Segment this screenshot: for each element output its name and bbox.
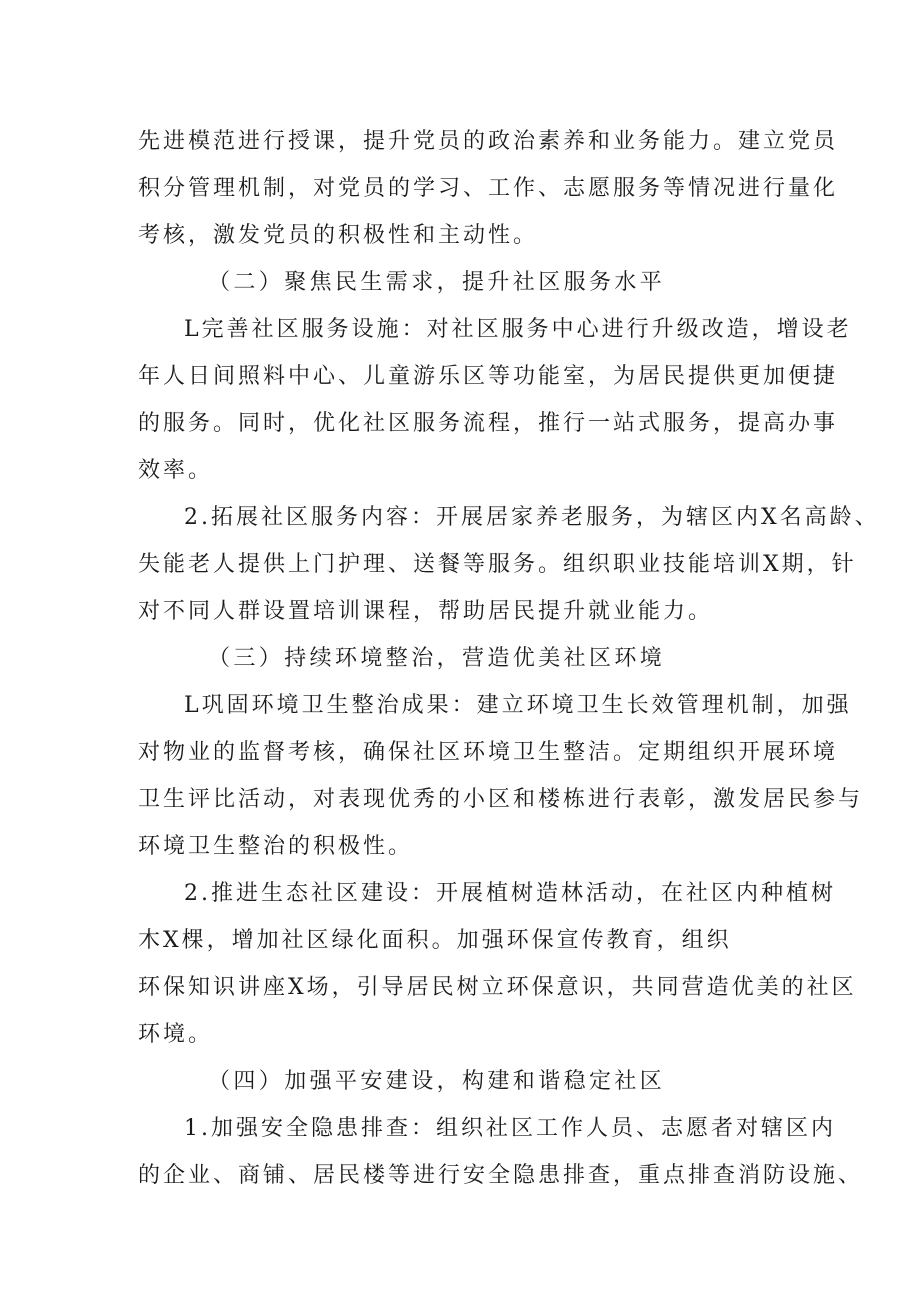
paragraph-first-line: L完善社区服务设施：对社区服务中心进行升级改造，增设老 [184,317,852,342]
body-text-line: 环境。 [138,1022,214,1047]
section-heading-4: （四）加强平安建设，构建和谐稳定社区 [208,1069,666,1094]
paragraph-first-line: L巩固环境卫生整治成果：建立环境卫生长效管理机制，加强 [184,693,852,718]
body-text-line: 对不同人群设置培训课程，帮助居民提升就业能力。 [138,599,714,624]
paragraph-first-line: 1.加强安全隐患排查：组织社区工作人员、志愿者对辖区内 [184,1116,836,1141]
body-text-line: 卫生评比活动，对表现优秀的小区和楼栋进行表彰，激发居民参与 [138,787,864,812]
body-text-line: 先进模范进行授课，提升党员的政治素养和业务能力。建立党员 [138,129,839,154]
body-text-line: 对物业的监督考核，确保社区环境卫生整洁。定期组织开展环境 [138,740,839,765]
body-text-line: 失能老人提供上门护理、送餐等服务。组织职业技能培训X期，针 [138,552,857,577]
body-text-line: 的企业、商铺、居民楼等进行安全隐患排查，重点排查消防设施、 [138,1163,864,1188]
paragraph-first-line: 2.拓展社区服务内容：开展居家养老服务，为辖区内X名高龄、 [184,505,880,530]
section-heading-3: （三）持续环境整治，营造优美社区环境 [208,646,666,671]
body-text-line: 环境卫生整治的积极性。 [138,834,414,859]
body-text-line: 环保知识讲座X场，引导居民树立环保意识，共同营造优美的社区 [138,975,857,1000]
body-text-line: 效率。 [138,458,214,483]
body-text-line: 年人日间照料中心、儿童游乐区等功能室，为居民提供更加便捷 [138,364,839,389]
body-text-line: 的服务。同时，优化社区服务流程，推行一站式服务，提高办事 [138,411,839,436]
section-heading-2: （二）聚焦民生需求，提升社区服务水平 [208,270,666,295]
body-text-line: 考核，激发党员的积极性和主动性。 [138,223,539,248]
body-text-line: 木X棵，增加社区绿化面积。加强环保宣传教育，组织 [138,928,732,953]
paragraph-first-line: 2.推进生态社区建设：开展植树造林活动，在社区内种植树 [184,881,836,906]
body-text-line: 积分管理机制，对党员的学习、工作、志愿服务等情况进行量化 [138,176,839,201]
